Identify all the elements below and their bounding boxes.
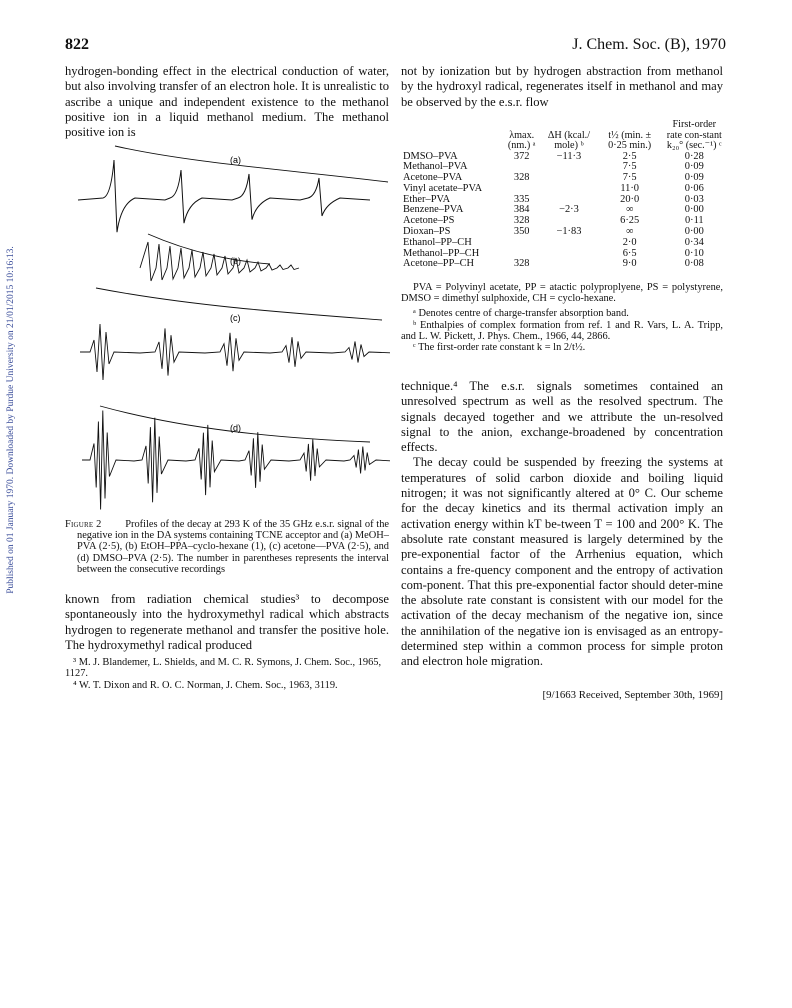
caption-heading: Figure 2 bbox=[65, 519, 102, 530]
table-cell-value: 0·10 bbox=[684, 247, 704, 259]
table-cell-value bbox=[542, 238, 596, 249]
table-cell-value: 0·28 bbox=[684, 150, 704, 162]
header-rate-constant: First-order rate con-stant k₂₀° (sec.⁻¹) ᶜ bbox=[666, 119, 722, 151]
left-bottom-text: known from radiation chemical studies³ to decompose spontaneously into the hydroxymethyl radical which abstracts hydrogen to regenerate methanol and transfer the positive hole. The hydroxymethyl radical produced bbox=[65, 592, 389, 652]
caption-body bbox=[65, 519, 389, 575]
table-cell-value: 0·09 bbox=[684, 172, 704, 184]
left-top-text: hydrogen-bonding effect in the electrical conduction of water, but also involving transfer of an electron hole. It is unrealistic to ascribe a unique and independent existence to the methanol positive ion in a liquid methanol medium. The methanol positive ion is bbox=[65, 64, 389, 140]
table-cell-value: 328 bbox=[513, 215, 530, 227]
table-cell-system: Dioxan–PS bbox=[403, 226, 451, 238]
table-abbreviations: PVA = Polyvinyl acetate, PP = atactic polyproplyene, PS = polystyrene, DMSO = dimethyl sulphoxide, CH = cyclo-hexane. bbox=[401, 282, 723, 305]
header-lambda: λmax. (nm.) ᵃ bbox=[507, 129, 536, 151]
table-cell-value: −2·3 bbox=[559, 204, 579, 216]
data-table bbox=[401, 120, 725, 270]
table-cell-value: 0·09 bbox=[684, 161, 704, 173]
table-cell-value bbox=[542, 162, 596, 173]
table-cell-value: 0·34 bbox=[684, 236, 704, 248]
table-cell-value bbox=[542, 249, 596, 260]
trace-a-envelope bbox=[115, 146, 388, 182]
table-cell-value: 350 bbox=[513, 226, 530, 238]
footnote-references bbox=[65, 657, 389, 691]
table-cell-value: 7·5 bbox=[622, 172, 637, 184]
table-cell-value: 2·5 bbox=[622, 150, 637, 162]
table-cell-system: Benzene–PVA bbox=[403, 204, 464, 216]
table-cell-value: 384 bbox=[513, 204, 530, 216]
table-cell-system: Acetone–PVA bbox=[403, 172, 463, 184]
table-cell-value: 20·0 bbox=[620, 193, 640, 205]
page-number: 822 bbox=[65, 36, 89, 53]
trace-c-signal bbox=[80, 324, 390, 380]
table-cell-value bbox=[542, 173, 596, 184]
table-cell-value: 0·03 bbox=[684, 193, 704, 205]
header-enthalpy: ΔH (kcal./ mole) ᵇ bbox=[547, 129, 591, 151]
caption-text: Profiles of the decay at 293 K of the 35 GHz e.s.r. signal of the negative ion in the DA systems containing TCNE acceptor and (a) MeOH–PVA (2·5), (b) EtOH–PPA–cyclo-hexane (1), (c) acetone—PVA (2·5), and (d) DMSO–PVA (2·5). The number in parentheses represents the interval between the consecutive recordings bbox=[77, 519, 390, 575]
table-cell-system: DMSO–PVA bbox=[403, 150, 458, 162]
panel-label-c: (c) bbox=[230, 313, 241, 323]
table-cell-system: Ether–PVA bbox=[403, 193, 451, 205]
table-cell-value: 372 bbox=[513, 150, 530, 162]
table-cell-system: Vinyl acetate–PVA bbox=[403, 182, 483, 194]
figure-caption bbox=[65, 519, 389, 575]
right-top-text: not by ionization but by hydrogen abstraction from methanol by the hydroxyl radical, regenerates itself in methanol and may be observed by the e.s.r. flow bbox=[401, 64, 723, 109]
right-paragraph-2: The decay could be suspended by freezing the systems at temperatures of solid carbon dioxide and boiling liquid nitrogen; it was not significantly altered at 0° C. Our scheme for the decay kinetics and its thermal activation imply an activation energy within kT be-tween T = 100 and 200° K. The absolute rate constant measured is largely determined by the pre-exponential factor of the Arrhenius equation, which contains a fre-quency component and the entropy of activation com-ponent. That this pre-exponential factor should deter-mine the absolute rate constant is consistent with our model for the activation of the decay mechanism of the negative ion, since the annihilation of the negative ion is envisaged as an entropy-determined step within a common process for simple proton and electron hole migration. bbox=[401, 455, 723, 669]
panel-label-a: (a) bbox=[230, 155, 241, 165]
table-cell-value: 7·5 bbox=[622, 161, 637, 173]
panel-label-b: (b) bbox=[230, 256, 241, 266]
received-date: [9/1663 Received, September 30th, 1969] bbox=[542, 689, 723, 701]
table-footnotes bbox=[401, 282, 723, 353]
table-cell-system: Ethanol–PP–CH bbox=[403, 236, 472, 248]
journal-reference: J. Chem. Soc. (B), 1970 bbox=[572, 36, 726, 53]
table-cell-value: 6·5 bbox=[622, 247, 637, 259]
table-cell-value bbox=[542, 184, 596, 195]
table-cell-value: −11·3 bbox=[556, 150, 582, 162]
esr-decay-figure bbox=[70, 138, 390, 518]
table-cell-value: 0·00 bbox=[684, 226, 704, 238]
table-note-c: ᶜ The first-order rate constant k = ln 2/t½. bbox=[413, 342, 586, 354]
trace-a-signal bbox=[78, 160, 370, 232]
table-cell-value: ∞ bbox=[625, 204, 634, 216]
reference-3: ³ M. J. Blandemer, L. Shields, and M. C. R. Symons, J. Chem. Soc., 1965, 1127. bbox=[65, 657, 382, 680]
table-cell-value: 328 bbox=[513, 172, 530, 184]
reference-4: ⁴ W. T. Dixon and R. O. C. Norman, J. Chem. Soc., 1963, 3119. bbox=[73, 679, 338, 691]
table-note-a: ᵃ Denotes centre of charge-transfer absorption band. bbox=[413, 308, 629, 320]
table-row bbox=[401, 259, 725, 270]
right-column-bottom-text bbox=[401, 379, 723, 670]
table-cell-value: 328 bbox=[513, 258, 530, 270]
table-cell-system: Acetone–PS bbox=[403, 215, 455, 227]
left-column-top-paragraph bbox=[65, 64, 389, 140]
table-cell-value: 0·06 bbox=[684, 182, 704, 194]
right-column-top-paragraph bbox=[401, 64, 723, 110]
table-cell-value: 11·0 bbox=[620, 182, 639, 194]
trace-b-signal bbox=[140, 242, 299, 281]
table-cell-value: 6·25 bbox=[620, 215, 640, 227]
trace-b-envelope bbox=[148, 234, 270, 264]
table-note-b: ᵇ Enthalpies of complex formation from ref. 1 and R. Vars, L. A. Tripp, and L. W. Pickett, J. Phys. Chem., 1966, 44, 2866. bbox=[401, 319, 723, 342]
right-paragraph-1: technique.⁴ The e.s.r. signals sometimes contained an unresolved spectrum as well as the resolved spectrum. The signals decayed together and we attribute the un-resolved signal to the anion, exchange-broadened by concentration effects. bbox=[401, 379, 723, 455]
table-body bbox=[401, 152, 725, 271]
table-cell-value: 0·11 bbox=[684, 215, 704, 227]
table-header-row bbox=[401, 120, 725, 152]
table-cell-value: 0·00 bbox=[684, 204, 704, 216]
table-cell-system: Methanol–PVA bbox=[403, 161, 468, 173]
table-cell-value bbox=[542, 259, 596, 270]
left-column-bottom-paragraph bbox=[65, 592, 389, 653]
table-cell-value: −1·83 bbox=[556, 226, 582, 238]
table-cell-value: ∞ bbox=[625, 226, 634, 238]
table-cell-value: 0·08 bbox=[684, 258, 704, 270]
table-cell-system: Acetone–PP–CH bbox=[403, 258, 474, 270]
table-cell-value: 9·0 bbox=[622, 258, 637, 270]
download-watermark bbox=[2, 180, 20, 660]
header-half-life: t½ (min. ± 0·25 min.) bbox=[608, 129, 652, 151]
table-cell-value bbox=[501, 238, 542, 249]
kinetics-table bbox=[401, 120, 725, 270]
table-cell-value: 2·0 bbox=[622, 236, 637, 248]
download-watermark-text: Published on 01 January 1970. Downloaded by Purdue University on 21/01/2015 10:16:13. bbox=[6, 246, 17, 594]
table-cell-value: 335 bbox=[513, 193, 530, 205]
panel-label-d: (d) bbox=[230, 423, 241, 433]
table-cell-system: Methanol–PP–CH bbox=[403, 247, 480, 259]
